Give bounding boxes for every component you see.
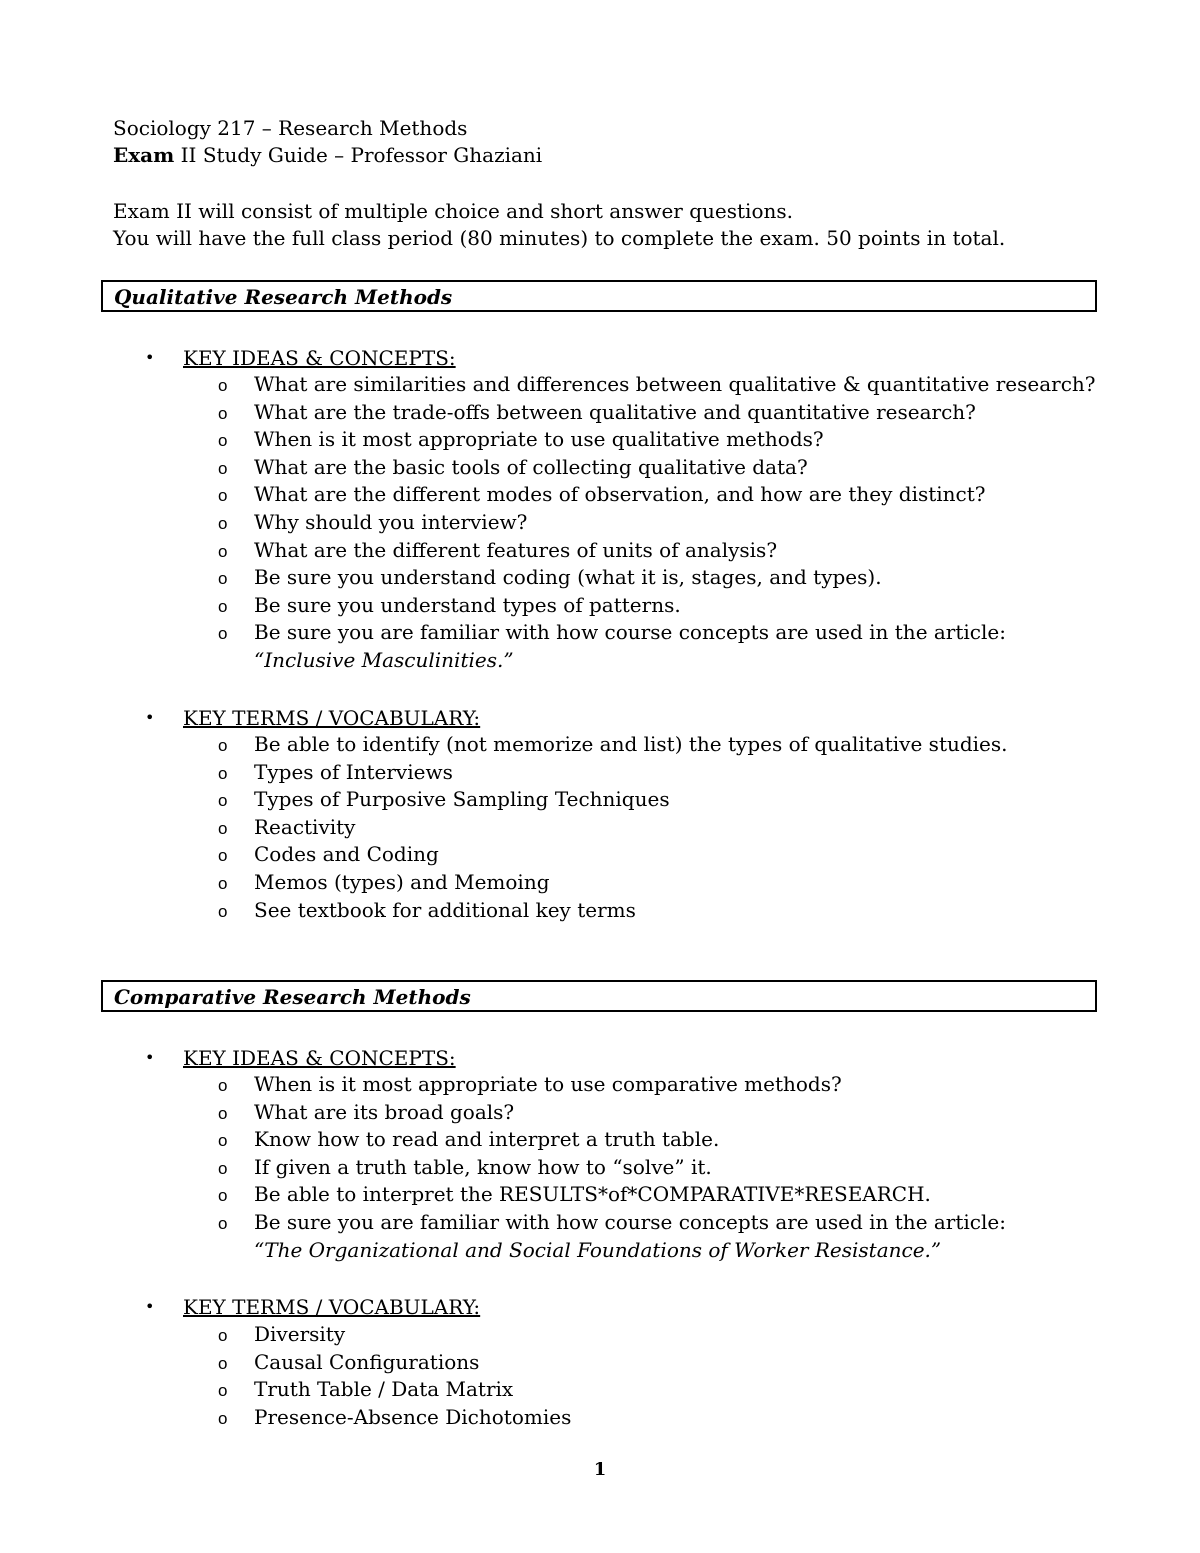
section-title-comparative: Comparative Research Methods (114, 985, 471, 1009)
circle-bullet-icon: o (218, 1131, 228, 1151)
circle-bullet-icon: o (218, 1213, 228, 1233)
circle-bullet-icon: o (218, 1186, 228, 1206)
list-item: o Types of Purposive Sampling Techniques (218, 786, 1008, 814)
circle-bullet-icon: o (218, 818, 228, 838)
list-item: o Truth Table / Data Matrix (218, 1376, 571, 1404)
course-title: Sociology 217 – Research Methods (113, 116, 468, 140)
list-item: o Reactivity (218, 814, 1008, 842)
list-item: o See textbook for additional key terms (218, 897, 1008, 925)
bullet-icon: • (145, 1048, 155, 1067)
list-item: o Be able to interpret the RESULTS*of*COMPARATIVE*RESEARCH. (218, 1181, 1006, 1209)
circle-bullet-icon: o (218, 541, 228, 561)
list-item: o Why should you interview? (218, 509, 1096, 537)
circle-bullet-icon: o (218, 513, 228, 533)
circle-bullet-icon: o (218, 791, 228, 811)
bullet-icon: • (145, 348, 155, 367)
list-item: o Be able to identify (not memorize and list) the types of qualitative studies. (218, 731, 1008, 759)
list-item: o What are similarities and differences between qualitative & quantitative research? (218, 371, 1096, 399)
circle-bullet-icon: o (218, 1076, 228, 1095)
bullet-icon: • (145, 1297, 155, 1316)
bullet-label: KEY TERMS / VOCABULARY: (183, 1295, 481, 1319)
list-item: o Types of Interviews (218, 759, 1008, 787)
list-item: o Be sure you are familiar with how course concepts are used in the article: (218, 1209, 1006, 1237)
circle-bullet-icon: o (218, 1408, 228, 1428)
guide-title (113, 141, 542, 169)
circle-bullet-icon: o (218, 569, 228, 589)
qualitative-ideas-list (218, 371, 1096, 675)
circle-bullet-icon: o (218, 1158, 228, 1178)
list-item: o Diversity (218, 1321, 571, 1349)
circle-bullet-icon: o (218, 1103, 228, 1123)
list-item: o Memos (types) and Memoing (218, 869, 1008, 897)
bullet-icon: • (145, 708, 155, 727)
guide-title-bold: Exam (113, 143, 175, 167)
list-item: o Presence-Absence Dichotomies (218, 1404, 571, 1432)
bullet-key-terms-qualitative (145, 704, 480, 732)
circle-bullet-icon: o (218, 736, 228, 755)
list-item: o Be sure you understand types of patterns. (218, 592, 1096, 620)
bullet-key-ideas-comparative (145, 1044, 456, 1072)
circle-bullet-icon: o (218, 376, 228, 395)
comparative-ideas-list (218, 1071, 1006, 1264)
list-item: o What are the different features of units of analysis? (218, 537, 1096, 565)
article-title: “Inclusive Masculinities.” (254, 647, 514, 672)
list-item: o What are the trade-offs between qualitative and quantitative research? (218, 399, 1096, 427)
section-title-qualitative: Qualitative Research Methods (114, 285, 453, 309)
article-title: “The Organizational and Social Foundations of Worker Resistance.” (254, 1237, 942, 1262)
list-item: o What are the different modes of observation, and how are they distinct? (218, 481, 1096, 509)
circle-bullet-icon: o (218, 1353, 228, 1373)
guide-title-rest: II Study Guide – Professor Ghaziani (174, 143, 543, 167)
circle-bullet-icon: o (218, 596, 228, 616)
section-header-comparative (101, 980, 1097, 1012)
comparative-terms-list (218, 1321, 571, 1431)
circle-bullet-icon: o (218, 431, 228, 451)
circle-bullet-icon: o (218, 846, 228, 866)
circle-bullet-icon: o (218, 486, 228, 506)
bullet-label: KEY TERMS / VOCABULARY: (183, 706, 481, 730)
bullet-label: KEY IDEAS & CONCEPTS: (183, 346, 456, 370)
circle-bullet-icon: o (218, 1381, 228, 1401)
circle-bullet-icon: o (218, 873, 228, 893)
section-header-qualitative (101, 280, 1097, 312)
list-item: o Know how to read and interpret a truth table. (218, 1126, 1006, 1154)
page-number: 1 (593, 1459, 607, 1480)
circle-bullet-icon: o (218, 1326, 228, 1345)
circle-bullet-icon: o (218, 901, 228, 921)
qualitative-terms-list (218, 731, 1008, 924)
list-item: o When is it most appropriate to use qualitative methods? (218, 426, 1096, 454)
circle-bullet-icon: o (218, 763, 228, 783)
list-item: o Codes and Coding (218, 841, 1008, 869)
bullet-label: KEY IDEAS & CONCEPTS: (183, 1046, 456, 1070)
circle-bullet-icon: o (218, 403, 228, 423)
intro-line-1: Exam II will consist of multiple choice and short answer questions. (113, 199, 793, 223)
list-item: o Be sure you are familiar with how course concepts are used in the article: (218, 619, 1096, 647)
bullet-key-ideas-qualitative (145, 344, 456, 372)
list-item: o Be sure you understand coding (what it is, stages, and types). (218, 564, 1096, 592)
intro-line-2: You will have the full class period (80 minutes) to complete the exam. 50 points in total. (113, 226, 1006, 250)
list-item: o Causal Configurations (218, 1349, 571, 1377)
bullet-key-terms-comparative (145, 1293, 480, 1321)
list-item: o What are the basic tools of collecting qualitative data? (218, 454, 1096, 482)
circle-bullet-icon: o (218, 624, 228, 644)
list-item: o If given a truth table, know how to “solve” it. (218, 1154, 1006, 1182)
circle-bullet-icon: o (218, 458, 228, 478)
list-item: o When is it most appropriate to use comparative methods? (218, 1071, 1006, 1099)
list-item: o What are its broad goals? (218, 1099, 1006, 1127)
